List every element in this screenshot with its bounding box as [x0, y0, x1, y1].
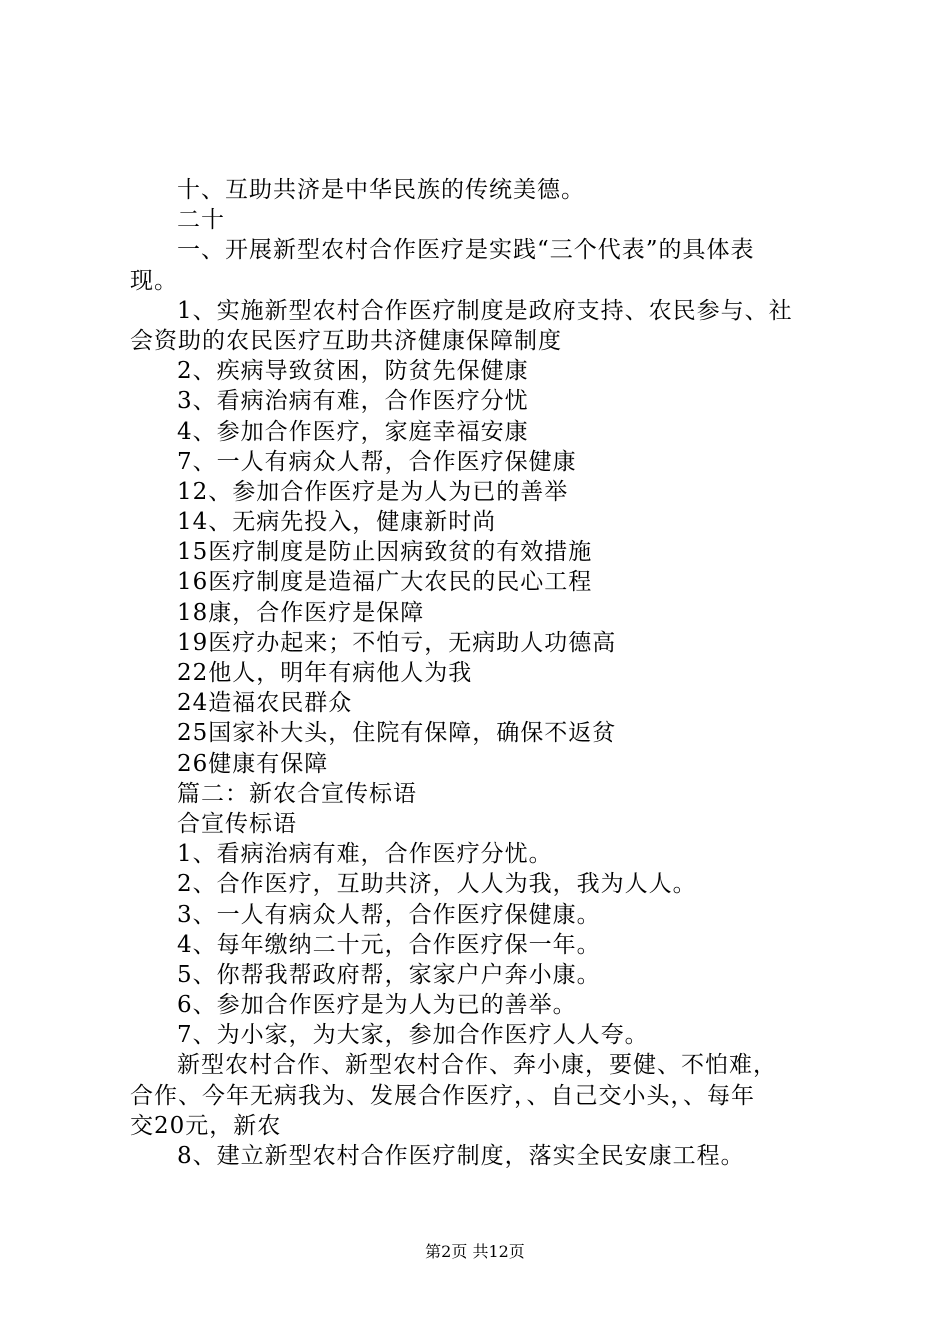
text-line: 5、你帮我帮政府帮，家家户户奔小康。 [177, 961, 601, 988]
text-line: 7、一人有病众人帮，合作医疗保健康 [177, 448, 577, 475]
text-line: 合作、今年无病我为、发展合作医疗，、自己交小头，、每年 [130, 1082, 755, 1109]
text-line: 4、参加合作医疗，家庭幸福安康 [177, 418, 529, 445]
text-line: 新型农村合作、新型农村合作、奔小康，要健、不怕难， [177, 1052, 777, 1079]
text-line: 十、互助共济是中华民族的传统美德。 [177, 177, 585, 203]
text-line: 2、合作医疗，互助共济，人人为我，我为人人。 [177, 871, 697, 898]
text-line: 12、参加合作医疗是为人为已的善举 [177, 478, 569, 505]
text-line: 6、参加合作医疗是为人为已的善举。 [177, 992, 577, 1019]
text-line: 一、开展新型农村合作医疗是实践“三个代表”的具体表 [177, 237, 755, 264]
text-line: 25国家补大头，住院有保障，确保不返贫 [177, 720, 617, 747]
text-line: 15医疗制度是防止因病致贫的有效措施 [177, 539, 593, 566]
text-line: 会资助的农民医疗互助共济健康保障制度 [130, 327, 562, 354]
text-line: 7、为小家，为大家，参加合作医疗人人夸。 [177, 1022, 649, 1049]
document-body [130, 175, 830, 1171]
text-line: 合宣传标语 [177, 810, 297, 837]
page-number-footer: 第2页 共12页 [425, 1242, 525, 1261]
text-line: 1、看病治病有难，合作医疗分忧。 [177, 841, 553, 868]
text-line: 8、建立新型农村合作医疗制度，落实全民安康工程。 [177, 1143, 745, 1169]
text-line: 26健康有保障 [177, 750, 329, 777]
text-line: 交20元，新农 [130, 1112, 282, 1139]
section-heading: 篇二：新农合宣传标语 [177, 780, 417, 807]
text-line: 16医疗制度是造福广大农民的民心工程 [177, 569, 593, 596]
text-line: 22他人，明年有病他人为我 [177, 660, 473, 686]
text-line: 1、实施新型农村合作医疗制度是政府支持、农民参与、社 [177, 297, 793, 324]
text-line: 19医疗办起来；不怕亏，无病助人功德高 [177, 629, 617, 656]
text-line: 3、看病治病有难，合作医疗分忧 [177, 388, 529, 415]
text-line: 3、一人有病众人帮，合作医疗保健康。 [177, 901, 601, 928]
text-line: 现。 [130, 267, 178, 294]
text-line: 14、无病先投入，健康新时尚 [177, 509, 497, 536]
text-line: 18康，合作医疗是保障 [177, 599, 425, 626]
text-line: 2、疾病导致贫困，防贫先保健康 [177, 358, 529, 385]
text-line: 4、每年缴纳二十元，合作医疗保一年。 [177, 931, 601, 958]
text-line: 二十 [177, 207, 225, 234]
text-line: 24造福农民群众 [177, 690, 353, 717]
